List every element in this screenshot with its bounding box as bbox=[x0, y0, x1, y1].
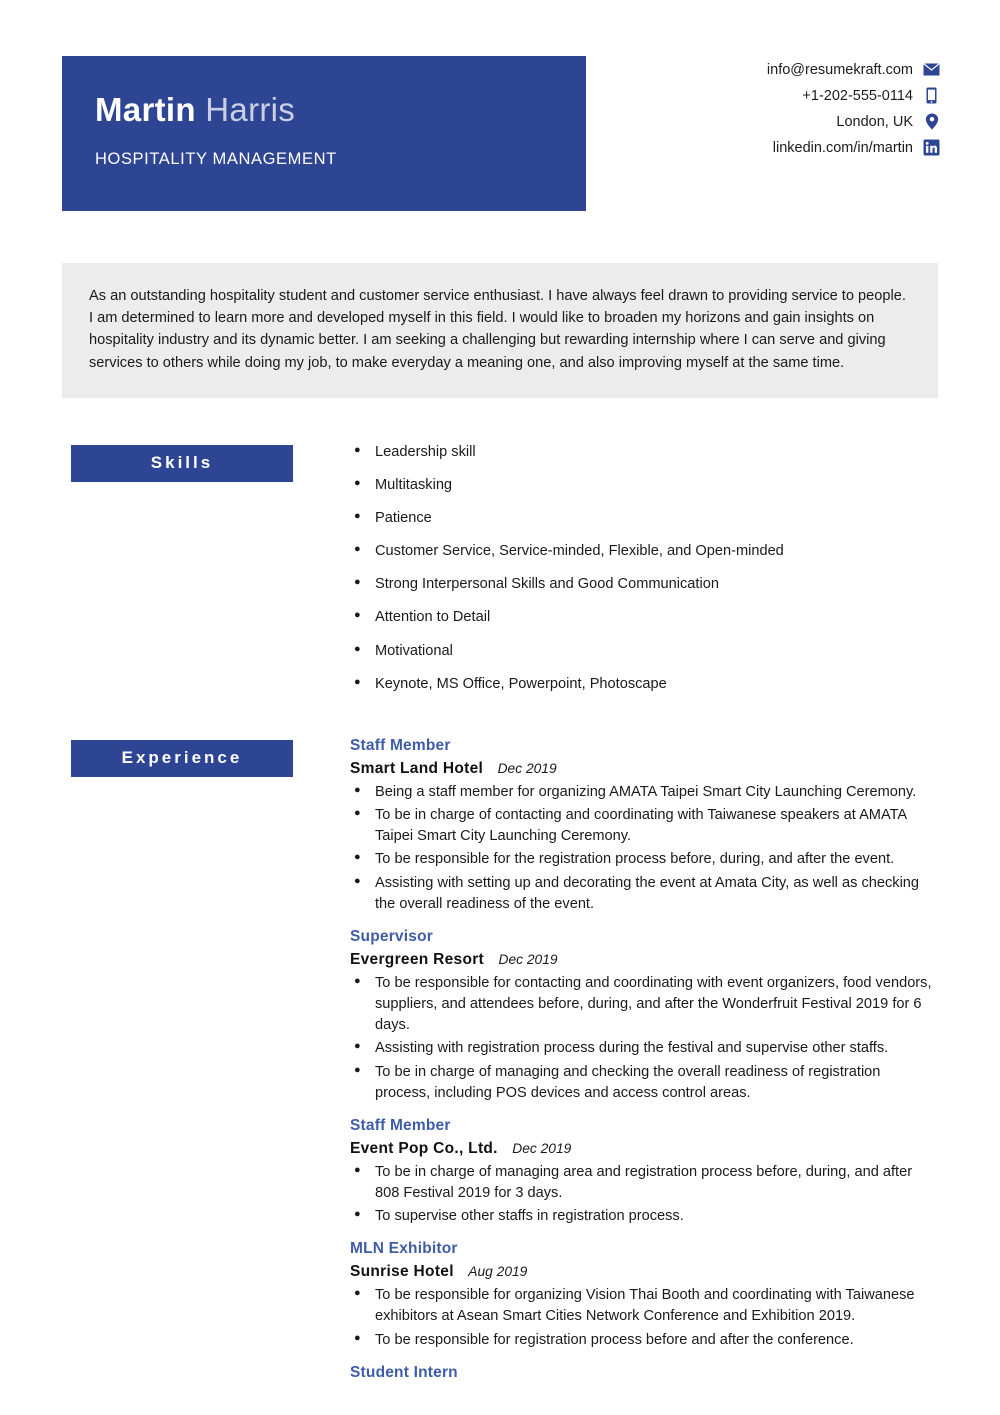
name-block bbox=[62, 56, 586, 211]
email-icon bbox=[923, 61, 940, 78]
experience-date: Dec 2019 bbox=[498, 951, 558, 967]
skills-section-label: Skills bbox=[71, 445, 293, 482]
full-name bbox=[95, 90, 586, 130]
contact-block bbox=[767, 56, 940, 165]
experience-company: Smart Land Hotel bbox=[350, 759, 484, 777]
list-item: ● Multitasking bbox=[350, 475, 938, 496]
summary-section: As an outstanding hospitality student and customer service enthusiast. I have always feel drawn to providing service to people. I am determined to learn more and developed myself in this field. I would like to broaden my horizons and gain insights on hospitality industry and its dynamic better. I am seeking a challenging but rewarding internship where I can serve and giving services to others while doing my job, to make everyday a meaning one, and also improving myself at the same time. bbox=[62, 263, 938, 398]
experience-company-line bbox=[350, 1263, 938, 1281]
list-item: ● To be in charge of managing and checking the overall readiness of registration process, including POS devices and access control areas. bbox=[350, 1062, 938, 1104]
list-item: ● Keynote, MS Office, Powerpoint, Photoscape bbox=[350, 674, 938, 695]
phone-icon bbox=[923, 87, 940, 104]
skills-body bbox=[347, 442, 938, 707]
experience-role: Staff Member bbox=[350, 736, 451, 754]
contact-phone[interactable] bbox=[767, 87, 940, 104]
experience-entry bbox=[350, 928, 938, 1104]
experience-date: Aug 2019 bbox=[468, 1264, 528, 1280]
first-name: Martin bbox=[95, 91, 196, 128]
experience-bullets bbox=[350, 973, 938, 1104]
experience-company: Sunrise Hotel bbox=[350, 1263, 454, 1281]
experience-entry bbox=[350, 1240, 938, 1350]
contact-linkedin[interactable] bbox=[767, 139, 940, 156]
list-item: ● To be responsible for contacting and coordinating with event organizers, food vendors, suppliers, and attendees before, during, and after the Wonderfruit Festival 2019 for 6 days. bbox=[350, 973, 938, 1036]
experience-role: Staff Member bbox=[350, 1116, 451, 1134]
experience-section-label: Experience bbox=[71, 740, 293, 777]
experience-company: Event Pop Co., Ltd. bbox=[350, 1139, 498, 1157]
contact-location bbox=[767, 113, 940, 130]
experience-role: Student Intern bbox=[350, 1363, 458, 1381]
experience-role: Supervisor bbox=[350, 927, 433, 945]
last-name: Harris bbox=[205, 91, 296, 128]
experience-entry bbox=[350, 737, 938, 915]
list-item: ● To be in charge of contacting and coordinating with Taiwanese speakers at AMATA Taipei Smart City Launching Ceremony. bbox=[350, 805, 938, 847]
list-item: ● Patience bbox=[350, 508, 938, 529]
list-item: ● To be in charge of managing area and registration process before, during, and after 808 Festival 2019 for 3 days. bbox=[350, 1162, 938, 1204]
contact-email-text: info@resumekraft.com bbox=[766, 61, 913, 78]
experience-company-line bbox=[350, 951, 938, 969]
contact-location-text: London, UK bbox=[836, 113, 913, 130]
list-item: ● Attention to Detail bbox=[350, 607, 938, 628]
contact-linkedin-text: linkedin.com/in/martin bbox=[772, 139, 913, 156]
experience-date: Dec 2019 bbox=[512, 1140, 572, 1156]
job-title: HOSPITALITY MANAGEMENT bbox=[95, 149, 337, 168]
list-item: ● Leadership skill bbox=[350, 442, 938, 463]
list-item: ● To be responsible for organizing Vision Thai Booth and coordinating with Taiwanese exhibitors at Asean Smart Cities Network Conference and Exhibition 2019. bbox=[350, 1285, 938, 1327]
experience-entry bbox=[350, 1117, 938, 1227]
list-item: ● Strong Interpersonal Skills and Good Communication bbox=[350, 574, 938, 595]
resume-header bbox=[0, 0, 1000, 211]
list-item: ● To be responsible for the registration process before, during, and after the event. bbox=[350, 849, 938, 870]
experience-entry bbox=[350, 1364, 938, 1382]
location-pin-icon bbox=[923, 113, 940, 130]
contact-email[interactable] bbox=[767, 61, 940, 78]
experience-bullets bbox=[350, 782, 938, 915]
experience-label-col bbox=[62, 737, 347, 1395]
experience-bullets bbox=[350, 1285, 938, 1350]
skills-label-col bbox=[62, 442, 347, 707]
experience-bullets bbox=[350, 1162, 938, 1227]
experience-company-line bbox=[350, 1140, 938, 1158]
experience-company: Evergreen Resort bbox=[350, 950, 485, 968]
experience-company-line bbox=[350, 760, 938, 778]
linkedin-icon bbox=[923, 139, 940, 156]
list-item: ● To supervise other staffs in registration process. bbox=[350, 1206, 938, 1227]
skills-section bbox=[0, 442, 1000, 707]
list-item: ● Assisting with registration process during the festival and supervise other staffs. bbox=[350, 1038, 938, 1059]
list-item: ● Assisting with setting up and decorating the event at Amata City, as well as checking the overall readiness of the event. bbox=[350, 873, 938, 915]
contact-phone-text: +1-202-555-0114 bbox=[802, 87, 913, 104]
list-item: ● To be responsible for registration process before and after the conference. bbox=[350, 1330, 938, 1351]
experience-section bbox=[0, 737, 1000, 1395]
experience-body bbox=[347, 737, 938, 1395]
experience-role: MLN Exhibitor bbox=[350, 1240, 458, 1258]
list-item: ● Motivational bbox=[350, 641, 938, 662]
list-item: ● Being a staff member for organizing AMATA Taipei Smart City Launching Ceremony. bbox=[350, 782, 938, 803]
skills-list bbox=[350, 442, 938, 695]
experience-date: Dec 2019 bbox=[497, 760, 557, 776]
list-item: ● Customer Service, Service-minded, Flexible, and Open-minded bbox=[350, 541, 938, 562]
